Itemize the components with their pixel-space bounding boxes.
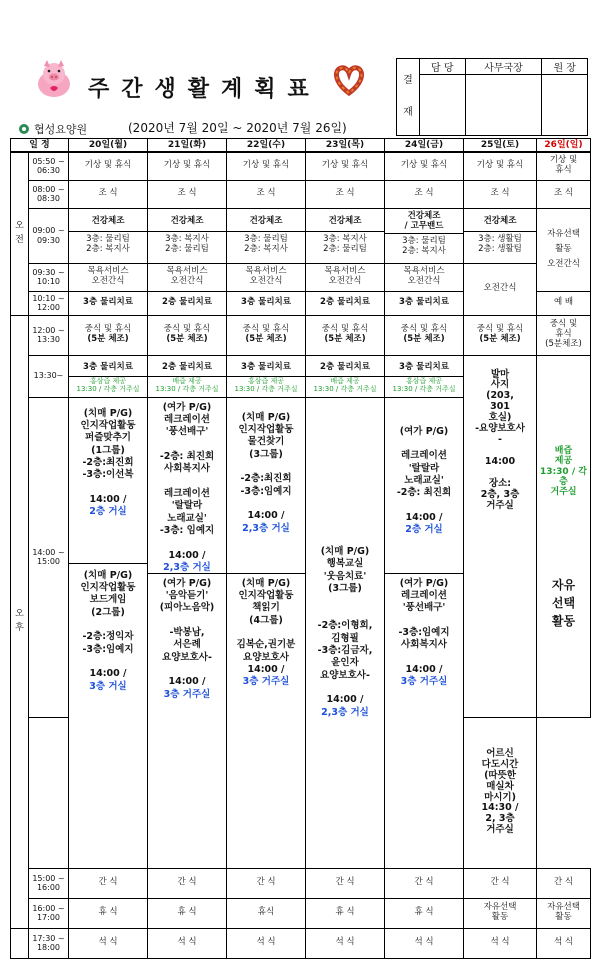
therapy-cell: 3층 물리치료 bbox=[227, 291, 306, 315]
dinner-cell: 석 식 bbox=[148, 928, 227, 958]
day-header-wed: 22일(수) bbox=[227, 139, 306, 153]
heart-wreath-icon bbox=[332, 62, 366, 96]
organization bbox=[18, 121, 87, 137]
free-cell: 자유선택 활동 bbox=[537, 898, 591, 928]
therapy-cell: 2층 물리치료 bbox=[306, 291, 385, 315]
snack-am-cell: 오전간식 bbox=[464, 263, 537, 315]
free-cell: 자유선택 활동 bbox=[464, 898, 537, 928]
organization-name: 협성요양원 bbox=[34, 123, 88, 136]
time-cell: 13:30~ bbox=[29, 355, 69, 397]
exercise-cell: 건강체조 3층: 생활팀 2층: 생활팀 bbox=[464, 208, 537, 263]
rest-cell: 휴식 bbox=[227, 898, 306, 928]
approval-label: 결 재 bbox=[397, 59, 420, 136]
approval-role-manager: 담 당 bbox=[420, 59, 466, 75]
breakfast-cell: 조 식 bbox=[306, 180, 385, 208]
free-activity-cell: 자유선택 활동 오전간식 bbox=[537, 208, 591, 291]
wake-cell: 기상 및 휴식 bbox=[69, 152, 148, 180]
program-wed: (치매 P/G) 인지작업활동 물건찾기 (3그룹) -2층:최진희 -3층:임예지 14:00 / 2,3층 거실 (치매 P/G) 인지작업활동 책읽기 (4그룹) 김복순,권기분 요양보호사 14:00 / 3층 거주실 bbox=[227, 397, 306, 868]
pm-sun-cell: 배즙 제공 13:30 / 각층 거주실 자유 선택 활동 bbox=[537, 355, 591, 717]
wake-cell: 기상 및 휴식 bbox=[148, 152, 227, 180]
bath-cell: 목욕서비스 오전간식 bbox=[69, 263, 148, 291]
program-sat-b: 어르신 다도시간 (따뜻한 매실차 마시기) 14:30 / 2, 3층 거주실 bbox=[464, 717, 537, 868]
approval-role-head: 원 장 bbox=[542, 59, 588, 75]
time-cell: 15:00 ~ 16:00 bbox=[29, 868, 69, 898]
day-header-sun: 26일(일) bbox=[537, 139, 591, 153]
breakfast-cell: 조 식 bbox=[227, 180, 306, 208]
snack-cell: 간 식 bbox=[306, 868, 385, 898]
period-header: 일 정 bbox=[11, 139, 69, 153]
rest-cell: 휴 식 bbox=[148, 898, 227, 928]
dinner-cell: 석 식 bbox=[69, 928, 148, 958]
program-sat-a: 발마 사지 (203, 301 호실) -요양보호사 - 14:00 장소: 2층, 3층 거주실 bbox=[464, 355, 537, 717]
section-pm: 오 후 bbox=[11, 315, 29, 928]
pig-mascot-icon bbox=[32, 58, 76, 102]
lunch-cell: 중식 및 휴식 (5분 체조) bbox=[69, 315, 148, 355]
time-cell: 08:00 ~ 08:30 bbox=[29, 180, 69, 208]
snack-cell: 간 식 bbox=[69, 868, 148, 898]
exercise-cell: 건강체조 3층: 물리팀 2층: 복지사 bbox=[69, 208, 148, 263]
org-logo-icon bbox=[18, 123, 30, 135]
snack-cell: 간 식 bbox=[537, 868, 591, 898]
dinner-cell: 석 식 bbox=[306, 928, 385, 958]
exercise-cell: 건강체조 3층: 복지사 2층: 물리팀 bbox=[306, 208, 385, 263]
time-cell: 09:30 ~ 10:10 bbox=[29, 263, 69, 291]
lunch-cell: 중식 및 휴식 (5분체조) bbox=[537, 315, 591, 355]
time-cell: 09:00 ~ 09:30 bbox=[29, 208, 69, 263]
wake-cell: 기상 및 휴식 bbox=[306, 152, 385, 180]
dinner-cell: 석 식 bbox=[464, 928, 537, 958]
day-header-fri: 24일(금) bbox=[385, 139, 464, 153]
snack-cell: 간 식 bbox=[385, 868, 464, 898]
dinner-cell: 석 식 bbox=[537, 928, 591, 958]
dinner-cell: 석 식 bbox=[227, 928, 306, 958]
bath-cell: 목욕서비스 오전간식 bbox=[227, 263, 306, 291]
afternoon-cell: 2층 물리치료 배즙 제공 13:30 / 각층 거주실 bbox=[306, 355, 385, 397]
exercise-cell: 건강체조 / 고무밴드 3층: 물리팀 2층: 복지사 bbox=[385, 208, 464, 263]
bath-cell: 목욕서비스 오전간식 bbox=[306, 263, 385, 291]
snack-cell: 간 식 bbox=[148, 868, 227, 898]
day-header-tue: 21일(화) bbox=[148, 139, 227, 153]
breakfast-cell: 조 식 bbox=[537, 180, 591, 208]
time-cell: 10:10 ~ 12:00 bbox=[29, 291, 69, 315]
section-am: 오 전 bbox=[11, 152, 29, 315]
therapy-cell: 3층 물리치료 bbox=[69, 291, 148, 315]
dinner-cell: 석 식 bbox=[385, 928, 464, 958]
day-header-thu: 23일(목) bbox=[306, 139, 385, 153]
exercise-cell: 건강체조 3층: 물리팀 2층: 복지사 bbox=[227, 208, 306, 263]
worship-cell: 예 배 bbox=[537, 291, 591, 315]
rest-cell: 휴 식 bbox=[69, 898, 148, 928]
afternoon-cell: 3층 물리치료 홍삼즙 제공 13:30 / 각층 거주실 bbox=[385, 355, 464, 397]
afternoon-cell: 3층 물리치료 홍삼즙 제공 13:30 / 각층 거주실 bbox=[69, 355, 148, 397]
wake-cell: 기상 및 휴식 bbox=[385, 152, 464, 180]
breakfast-cell: 조 식 bbox=[69, 180, 148, 208]
program-thu: (치매 P/G) 행복교실 '웃음치료' (3그룹) -2층:이형희, 김형필 -3층:김금자, 윤인자 요양보호사- 14:00 / 2,3층 거실 bbox=[306, 397, 385, 868]
time-cell: 17:30 ~ 18:00 bbox=[29, 928, 69, 958]
snack-cell: 간 식 bbox=[464, 868, 537, 898]
date-range: (2020년 7월 20일 ~ 2020년 7월 26일) bbox=[128, 121, 347, 135]
lunch-cell: 중식 및 휴식 (5분 체조) bbox=[227, 315, 306, 355]
time-cell: 05:50 ~ 06:30 bbox=[29, 152, 69, 180]
approval-sign-manager[interactable] bbox=[420, 75, 466, 136]
afternoon-cell: 3층 물리치료 홍삼즙 제공 13:30 / 각층 거주실 bbox=[227, 355, 306, 397]
exercise-cell: 건강체조 3층: 복지사 2층: 물리팀 bbox=[148, 208, 227, 263]
time-cell: 12:00 ~ 13:30 bbox=[29, 315, 69, 355]
approval-box bbox=[396, 58, 588, 136]
day-header-mon: 20일(월) bbox=[69, 139, 148, 153]
breakfast-cell: 조 식 bbox=[464, 180, 537, 208]
rest-cell: 휴 식 bbox=[306, 898, 385, 928]
weekly-schedule-table bbox=[10, 138, 591, 959]
lunch-cell: 중식 및 휴식 (5분 체조) bbox=[385, 315, 464, 355]
breakfast-cell: 조 식 bbox=[385, 180, 464, 208]
approval-role-director: 사무국장 bbox=[465, 59, 542, 75]
lunch-cell: 중식 및 휴식 (5분 체조) bbox=[306, 315, 385, 355]
time-cell: 16:00 ~ 17:00 bbox=[29, 898, 69, 928]
lunch-cell: 중식 및 휴식 (5분 체조) bbox=[148, 315, 227, 355]
breakfast-cell: 조 식 bbox=[148, 180, 227, 208]
page-title: 주간생활계획표 bbox=[88, 77, 321, 102]
approval-sign-head[interactable] bbox=[542, 75, 588, 136]
section-evening bbox=[11, 928, 29, 958]
time-cell: 14:00 ~ 15:00 bbox=[29, 397, 69, 717]
therapy-cell: 2층 물리치료 bbox=[148, 291, 227, 315]
day-header-sat: 25일(토) bbox=[464, 139, 537, 153]
wake-cell: 기상 및 휴식 bbox=[227, 152, 306, 180]
bath-cell: 목욕서비스 오전간식 bbox=[148, 263, 227, 291]
program-tue: (여가 P/G) 레크레이션 '풍선배구' -2층: 최진희 사회복지사 레크레이션 '랄랄라 노래교실' -3층: 임예지 14:00 / 2,3층 거실 (여가 P/G) '음악듣기' (피아노음악) -박봉남, 서은례 요양보호사- 14:00 / 3층 거주실 bbox=[148, 397, 227, 868]
wake-cell: 기상 및 휴식 bbox=[537, 152, 591, 180]
rest-cell: 휴 식 bbox=[385, 898, 464, 928]
program-fri: (여가 P/G) 레크레이션 '랄랄라 노래교실' -2층: 최진희 14:00 / 2층 거실 (여가 P/G) 레크레이션 '풍선배구' -3층:임예지 사회복지사 14:00 / 3층 거주실 bbox=[385, 397, 464, 868]
lunch-cell: 중식 및 휴식 (5분 체조) bbox=[464, 315, 537, 355]
bath-cell: 목욕서비스 오전간식 bbox=[385, 263, 464, 291]
wake-cell: 기상 및 휴식 bbox=[464, 152, 537, 180]
approval-sign-director[interactable] bbox=[465, 75, 542, 136]
time-cell-continued bbox=[29, 717, 69, 868]
therapy-cell: 3층 물리치료 bbox=[385, 291, 464, 315]
afternoon-cell: 2층 물리치료 배즙 제공 13:30 / 각층 거주실 bbox=[148, 355, 227, 397]
snack-cell: 간 식 bbox=[227, 868, 306, 898]
program-mon: (치매 P/G) 인지작업활동 퍼즐맞추기 (1그룹) -2층:최진희 -3층:이선복 14:00 / 2층 거실 (치매 P/G) 인지작업활동 보드게임 (2그룹) -2층:정익자 -3층:임예지 14:00 / 3층 거실 bbox=[69, 397, 148, 868]
